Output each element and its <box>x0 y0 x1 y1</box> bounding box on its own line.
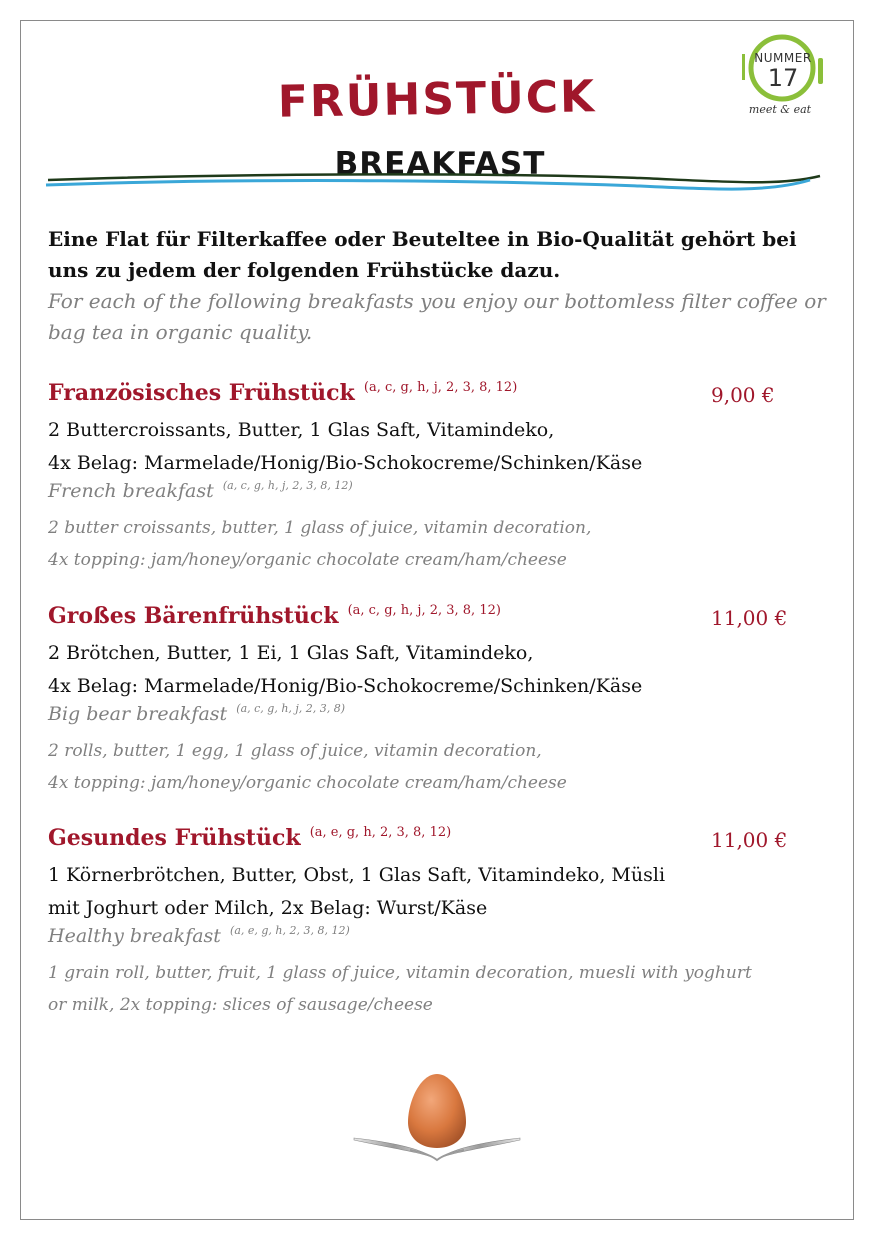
intro-english: For each of the following breakfasts you enjoy our bottomless filter coffee or bag tea in organic quality. <box>48 289 826 344</box>
logo-line-1: NUMMER <box>754 51 812 65</box>
item-description-de: 4x Belag: Marmelade/Honig/Bio-Schokocreme/Schinken/Käse <box>48 452 643 474</box>
item-description-en: 2 butter croissants, butter, 1 glass of juice, vitamin decoration, <box>48 518 592 538</box>
item-description-de: 2 Brötchen, Butter, 1 Ei, 1 Glas Saft, Vitamindeko, <box>48 642 534 664</box>
item-english-header <box>48 925 838 957</box>
item-allergen-codes: (a, c, g, h, j, 2, 3, 8, 12) <box>363 380 518 395</box>
item-header <box>48 825 838 859</box>
item-name: Großes Bärenfrühstück <box>48 603 339 629</box>
item-allergen-codes-en: (a, c, g, h, j, 2, 3, 8) <box>236 702 346 715</box>
item-description-en: 4x topping: jam/honey/organic chocolate cream/ham/cheese <box>48 550 567 570</box>
item-description-en: or milk, 2x topping: slices of sausage/cheese <box>48 995 433 1015</box>
item-description-de: 2 Buttercroissants, Butter, 1 Glas Saft, Vitamindeko, <box>48 419 555 441</box>
item-description-en: 2 rolls, butter, 1 egg, 1 glass of juice, vitamin decoration, <box>48 741 542 761</box>
logo-tagline: meet & eat <box>748 103 812 116</box>
menu-item <box>48 825 838 1021</box>
item-english-header <box>48 703 838 735</box>
item-english-header <box>48 480 838 512</box>
logo-line-2: 17 <box>767 64 799 92</box>
item-description-de: mit Joghurt oder Milch, 2x Belag: Wurst/Käse <box>48 897 488 919</box>
item-allergen-codes-en: (a, e, g, h, 2, 3, 8, 12) <box>230 924 350 937</box>
item-name-en: Healthy breakfast <box>48 925 221 947</box>
item-name-en: French breakfast <box>48 480 214 502</box>
decorative-swoosh <box>40 164 830 198</box>
page-title: FRÜHSTÜCK <box>277 71 597 128</box>
item-description-de: 1 Körnerbrötchen, Butter, Obst, 1 Glas Saft, Vitamindeko, Müsli <box>48 864 666 886</box>
intro-german: Eine Flat für Filterkaffee oder Beuteltee in Bio-Qualität gehört bei uns zu jedem der folgenden Frühstücke dazu. <box>48 227 797 282</box>
page-subtitle: BREAKFAST <box>334 146 546 182</box>
item-name-en: Big bear breakfast <box>48 703 228 725</box>
item-price: 11,00 € <box>711 606 788 630</box>
item-header <box>48 380 838 414</box>
item-allergen-codes-en: (a, c, g, h, j, 2, 3, 8, 12) <box>222 479 353 492</box>
menu-item <box>48 380 838 576</box>
egg-on-forks-icon <box>350 1066 524 1166</box>
item-description-de: 4x Belag: Marmelade/Honig/Bio-Schokocreme/Schinken/Käse <box>48 675 643 697</box>
item-name: Gesundes Frühstück <box>48 825 301 851</box>
item-description-en: 4x topping: jam/honey/organic chocolate cream/ham/cheese <box>48 773 567 793</box>
item-description-en: 1 grain roll, butter, fruit, 1 glass of juice, vitamin decoration, muesli with yoghurt <box>48 963 752 983</box>
menu-item <box>48 603 838 799</box>
item-allergen-codes: (a, e, g, h, 2, 3, 8, 12) <box>309 825 452 840</box>
intro <box>48 224 828 348</box>
item-price: 11,00 € <box>711 828 788 852</box>
item-name: Französisches Frühstück <box>48 380 355 406</box>
item-price: 9,00 € <box>711 383 775 407</box>
item-header <box>48 603 838 637</box>
item-allergen-codes: (a, c, g, h, j, 2, 3, 8, 12) <box>347 603 501 618</box>
